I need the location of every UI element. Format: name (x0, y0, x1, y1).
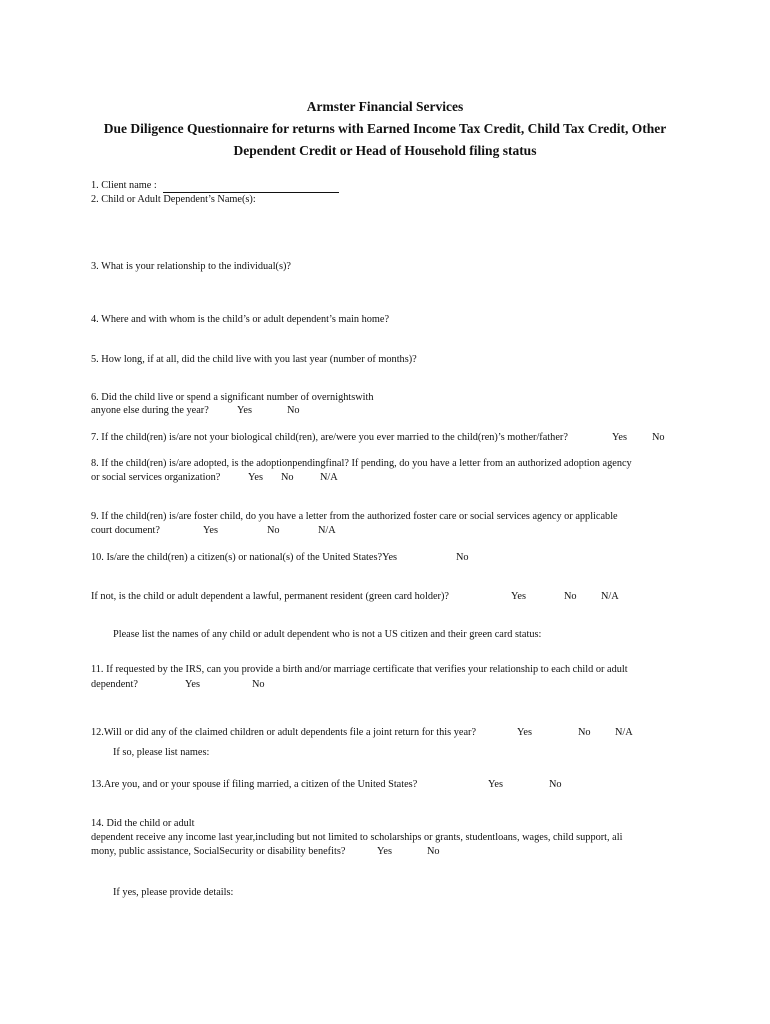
question-3: 3. What is your relationship to the individual(s)? (91, 261, 291, 272)
q13-yes-option[interactable]: Yes (488, 779, 503, 790)
question-1 (91, 179, 339, 193)
q7-no-option[interactable]: No (652, 432, 665, 443)
question-11-line1: 11. If requested by the IRS, can you provide a birth and/or marriage certificate that verifies your relationship to each child or adult (91, 664, 628, 675)
question-1-label: 1. Client name : (91, 180, 157, 191)
q9-na-option[interactable]: N/A (318, 525, 336, 536)
question-10: 10. Is/are the child(ren) a citizen(s) or national(s) of the United States?Yes (91, 552, 398, 563)
q6-yes-option[interactable]: Yes (237, 405, 252, 416)
question-14-details: If yes, please provide details: (113, 887, 234, 898)
question-12-list-names: If so, please list names: (113, 747, 210, 758)
q9-yes-option[interactable]: Yes (203, 525, 218, 536)
q10-green-card-yes-option[interactable]: Yes (511, 591, 526, 602)
question-7: 7. If the child(ren) is/are not your biological child(ren), are/were you ever married to the child(ren)’s mother/father? (91, 432, 568, 443)
q8-no-option[interactable]: No (281, 472, 294, 483)
q7-yes-option[interactable]: Yes (612, 432, 627, 443)
question-8-line1: 8. If the child(ren) is/are adopted, is the adoptionpendingfinal? If pending, do you have a letter from an authorized adoption agency (91, 458, 632, 469)
q14-yes-option[interactable]: Yes (377, 846, 392, 857)
question-6-line1: 6. Did the child live or spend a significant number of overnightswith (91, 392, 374, 403)
form-title-line2: Dependent Credit or Head of Household filing status (233, 143, 537, 158)
question-10-green-card: If not, is the child or adult dependent a lawful, permanent resident (green card holder)? (91, 591, 449, 602)
question-8-line2: or social services organization? (91, 472, 221, 483)
question-6-line2: anyone else during the year? (91, 405, 209, 416)
q10-green-card-na-option[interactable]: N/A (601, 591, 619, 602)
q6-no-option[interactable]: No (287, 405, 300, 416)
q12-na-option[interactable]: N/A (615, 727, 633, 738)
q9-no-option[interactable]: No (267, 525, 280, 536)
client-name-field[interactable] (163, 182, 339, 193)
question-11-line2: dependent? (91, 679, 138, 690)
question-5: 5. How long, if at all, did the child live with you last year (number of months)? (91, 354, 417, 365)
q12-yes-option[interactable]: Yes (517, 727, 532, 738)
q11-yes-option[interactable]: Yes (185, 679, 200, 690)
company-name: Armster Financial Services (306, 99, 464, 114)
question-12: 12.Will or did any of the claimed children or adult dependents file a joint return for this year? (91, 727, 477, 738)
question-10-list-instruction: Please list the names of any child or adult dependent who is not a US citizen and their green card status: (113, 629, 542, 640)
q13-no-option[interactable]: No (549, 779, 562, 790)
question-9-line1: 9. If the child(ren) is/are foster child, do you have a letter from the authorized foster care or social services agency or applicable (91, 511, 618, 522)
q8-yes-option[interactable]: Yes (248, 472, 263, 483)
q11-no-option[interactable]: No (252, 679, 265, 690)
question-2: 2. Child or Adult Dependent’s Name(s): (91, 194, 256, 205)
question-14-line2: dependent receive any income last year,including but not limited to scholarships or grants, studentloans, wages, child support, ali (91, 832, 623, 843)
question-9-line2: court document? (91, 525, 160, 536)
form-title-line1: Due Diligence Questionnaire for returns with Earned Income Tax Credit, Child Tax Credit, Other (103, 121, 667, 136)
q10-green-card-no-option[interactable]: No (564, 591, 577, 602)
question-14-line1: 14. Did the child or adult (91, 818, 195, 829)
question-4: 4. Where and with whom is the child’s or adult dependent’s main home? (91, 314, 390, 325)
q12-no-option[interactable]: No (578, 727, 591, 738)
q8-na-option[interactable]: N/A (320, 472, 338, 483)
question-13: 13.Are you, and or your spouse if filing married, a citizen of the United States? (91, 779, 418, 790)
q14-no-option[interactable]: No (427, 846, 440, 857)
q10-no-option[interactable]: No (456, 552, 469, 563)
question-14-line3: mony, public assistance, SocialSecurity or disability benefits? (91, 846, 346, 857)
